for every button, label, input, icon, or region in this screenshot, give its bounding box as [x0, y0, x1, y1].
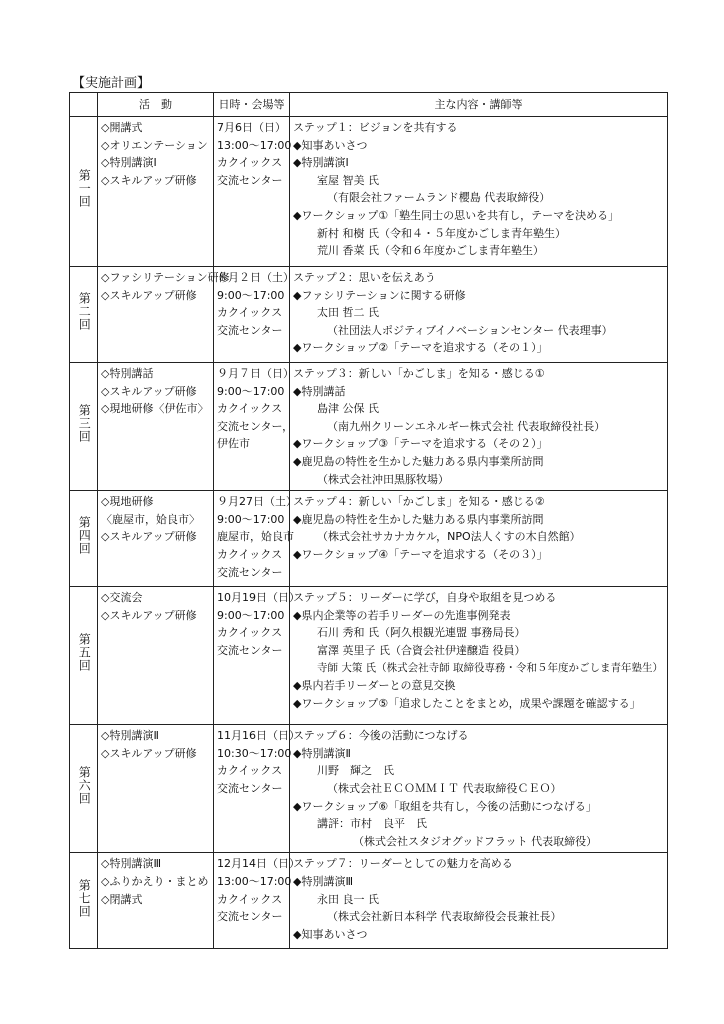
session-label: 第七回	[77, 878, 92, 918]
datetime-line: 9:00～17:00	[217, 384, 285, 398]
datetime-cell	[214, 725, 300, 853]
content-line: ステップ６：今後の活動につなげる	[293, 729, 469, 743]
content-line: ◆ワークショップ③「テーマを追求する（その２）」	[293, 437, 548, 451]
content-line: ◆ファシリテーションに関する研修	[293, 288, 466, 302]
content-cell	[290, 117, 668, 267]
activity-item: 〈鹿屋市，姶良市〉	[101, 512, 200, 526]
datetime-line: 11月16日（日）	[217, 729, 300, 743]
datetime-line: 9:00～17:00	[217, 608, 285, 622]
session-row	[70, 267, 668, 363]
content-line: ステップ４：新しい「かごしま」を知る・感じる②	[293, 495, 545, 509]
content-line: ◆知事あいさつ	[293, 138, 368, 152]
datetime-line: 10:30～17:00	[217, 746, 292, 760]
session-label-cell	[70, 117, 98, 267]
content-cell	[290, 267, 668, 363]
session-label: 第六回	[77, 766, 92, 806]
content-line: ◆ワークショップ①「塾生同士の思いを共有し，テーマを決める」	[293, 208, 620, 222]
content-line: 寺師 大策 氏（株式会社寺師 取締役専務・令和５年度かごしま青年塾生）	[317, 661, 664, 674]
header-content: 主な内容・講師等	[290, 93, 668, 117]
content-line: ◆鹿児島の特性を生かした魅力ある県内事業所訪問	[293, 454, 544, 468]
content-line: （株式会社サカナカケル，NPO法人くすの木自然館）	[317, 530, 581, 544]
content-line: ◆ワークショップ②「テーマを追求する（その１）」	[293, 341, 548, 355]
activity-cell	[98, 117, 214, 267]
session-label: 第四回	[77, 516, 92, 556]
datetime-line: 7月6日（日）	[217, 121, 286, 134]
activity-cell	[98, 587, 214, 725]
content-line: （株式会社新日本科学 代表取締役会長兼社長）	[327, 910, 562, 924]
session-label: 第一回	[77, 169, 92, 209]
session-label-cell	[70, 725, 98, 853]
header-session	[70, 93, 98, 117]
content-line: ステップ２：思いを伝えあう	[293, 271, 436, 284]
content-line: （株式会社ＥＣＯＭＭＩＴ 代表取締役ＣＥＯ）	[327, 781, 562, 795]
activity-item: ◇特別講演Ⅱ	[101, 729, 159, 743]
session-label-cell	[70, 363, 98, 491]
datetime-line: カクイックス	[217, 156, 283, 170]
activity-item: ◇スキルアップ研修	[101, 530, 197, 544]
content-line: 太田 哲二 氏	[317, 306, 379, 320]
content-line: ◆特別講演Ⅱ	[293, 746, 351, 760]
content-line: 川野 輝之 氏	[317, 764, 394, 778]
datetime-line: カクイックス	[217, 306, 283, 320]
content-line: ステップ５：リーダーに学び，自身や取組を見つめる	[293, 591, 557, 605]
header-datetime: 日時・会場等	[214, 93, 290, 117]
session-row	[70, 491, 668, 587]
content-line: ◆知事あいさつ	[293, 927, 368, 941]
content-cell	[290, 363, 668, 491]
activity-item: ◇スキルアップ研修	[101, 746, 197, 760]
session-row	[70, 853, 668, 949]
datetime-line: 12月14日（日）	[217, 857, 300, 871]
datetime-line: 13:00～17:00	[217, 138, 292, 152]
schedule-body	[70, 117, 668, 949]
datetime-line: カクイックス	[217, 547, 283, 561]
activity-item: ◇開講式	[101, 121, 143, 134]
activity-item: ◇スキルアップ研修	[101, 173, 197, 187]
content-line: ◆県内若手リーダーとの意見交換	[293, 679, 456, 693]
datetime-line: 10月19日（日）	[217, 591, 300, 605]
activity-item: ◇閉講式	[101, 892, 143, 906]
content-line: ◆ワークショップ④「テーマを追求する（その３）」	[293, 547, 548, 561]
content-line: （有限会社ファームランド櫻島 代表取締役）	[327, 191, 551, 205]
content-line: 室屋 智美 氏	[317, 173, 379, 187]
session-label: 第三回	[77, 404, 92, 444]
activity-item: ◇特別講演Ⅲ	[101, 857, 162, 871]
activity-cell	[98, 725, 214, 853]
activity-item: ◇特別講話	[101, 367, 154, 380]
content-line: 新村 和樹 氏（令和４・５年度かごしま青年塾生）	[317, 226, 566, 240]
datetime-line: 9:00～17:00	[217, 512, 285, 526]
content-line: （社団法人ポジティブイノベーションセンター 代表理事）	[327, 323, 613, 337]
content-line: ◆ワークショップ⑥「取組を共有し，今後の活動につなげる」	[293, 799, 597, 813]
header-activity: 活 動	[98, 93, 214, 117]
content-line: ◆鹿児島の特性を生かした魅力ある県内事業所訪問	[293, 512, 544, 526]
session-label: 第二回	[77, 292, 92, 332]
datetime-line: カクイックス	[217, 626, 283, 640]
datetime-line: 鹿屋市，姶良市	[217, 530, 294, 544]
activity-cell	[98, 491, 214, 587]
datetime-cell	[214, 117, 290, 267]
content-line: ◆特別講演Ⅰ	[293, 156, 349, 170]
datetime-line: ８月２日（土）	[217, 271, 294, 284]
session-label-cell	[70, 491, 98, 587]
activity-cell	[98, 267, 230, 363]
session-row	[70, 587, 668, 725]
datetime-cell	[214, 363, 294, 491]
datetime-cell	[214, 267, 294, 363]
datetime-line: 交流センター，	[217, 419, 294, 433]
section-heading: 【実施計画】	[72, 76, 151, 91]
content-line: （株式会社沖田黒豚牧場）	[317, 472, 449, 486]
datetime-line: 交流センター	[217, 643, 283, 657]
content-line: 島津 公保 氏	[317, 402, 379, 416]
content-line: （南九州クリーンエネルギー株式会社 代表取締役社長）	[327, 419, 606, 433]
datetime-line: 13:00～17:00	[217, 874, 292, 888]
session-row	[70, 363, 668, 491]
datetime-line: 伊佐市	[217, 437, 250, 451]
content-line: ◆特別講演Ⅲ	[293, 874, 354, 888]
activity-cell	[98, 363, 214, 491]
activity-item: ◇現地研修〈伊佐市〉	[101, 402, 209, 416]
activity-item: ◇スキルアップ研修	[101, 608, 197, 622]
datetime-cell	[214, 853, 300, 949]
datetime-line: 交流センター	[217, 781, 283, 795]
content-cell	[290, 853, 668, 949]
activity-item: ◇ふりかえり・まとめ	[101, 874, 209, 888]
content-line: ◆県内企業等の若手リーダーの先進事例発表	[293, 608, 511, 622]
datetime-cell	[214, 491, 297, 587]
activity-item: ◇ファシリテーション研修	[101, 271, 230, 284]
header-row	[70, 93, 668, 117]
datetime-line: カクイックス	[217, 764, 283, 778]
activity-item: ◇特別講演Ⅰ	[101, 156, 157, 170]
session-label-cell	[70, 267, 98, 363]
session-row	[70, 725, 668, 853]
content-cell	[290, 725, 668, 853]
content-line: ステップ３：新しい「かごしま」を知る・感じる①	[293, 367, 545, 380]
activity-item: ◇スキルアップ研修	[101, 384, 197, 398]
content-line: 荒川 香菜 氏（令和６年度かごしま青年塾生）	[317, 244, 544, 258]
content-line: 富澤 英里子 氏（合資会社伊達醸造 役員）	[317, 643, 526, 657]
content-line: 永田 良一 氏	[317, 892, 379, 906]
session-label-cell	[70, 853, 98, 949]
content-line: （株式会社スタジオグッドフラット 代表取締役）	[353, 834, 598, 848]
activity-item: ◇交流会	[101, 591, 143, 605]
datetime-line: 交流センター	[217, 565, 283, 579]
content-line: ◆特別講話	[293, 384, 346, 398]
content-line: ステップ１：ビジョンを共有する	[293, 121, 458, 134]
datetime-cell	[214, 587, 300, 725]
datetime-line: 交流センター	[217, 173, 283, 187]
session-label: 第五回	[77, 633, 92, 673]
datetime-line: カクイックス	[217, 402, 283, 416]
datetime-line: ９月27日（土）	[217, 495, 297, 509]
content-line: 講評：市村 良平 氏	[317, 817, 427, 831]
datetime-line: ９月７日（日）	[217, 367, 294, 380]
session-label-cell	[70, 587, 98, 725]
content-line: ◆ワークショップ⑤「追求したことをまとめ，成果や課題を確認する」	[293, 696, 641, 710]
activity-item: ◇現地研修	[101, 495, 154, 509]
content-line: 石川 秀和 氏（阿久根観光連盟 事務局長）	[317, 626, 526, 640]
schedule-table	[69, 92, 668, 949]
datetime-line: 9:00～17:00	[217, 288, 285, 302]
datetime-line: カクイックス	[217, 892, 283, 906]
content-line: ステップ７：リーダーとしての魅力を高める	[293, 857, 513, 871]
content-cell	[290, 491, 668, 587]
content-cell	[290, 587, 668, 725]
datetime-line: 交流センター	[217, 323, 283, 337]
activity-item: ◇スキルアップ研修	[101, 288, 197, 302]
datetime-line: 交流センター	[217, 910, 283, 924]
session-row	[70, 117, 668, 267]
activity-cell	[98, 853, 214, 949]
activity-item: ◇オリエンテーション	[101, 138, 208, 152]
